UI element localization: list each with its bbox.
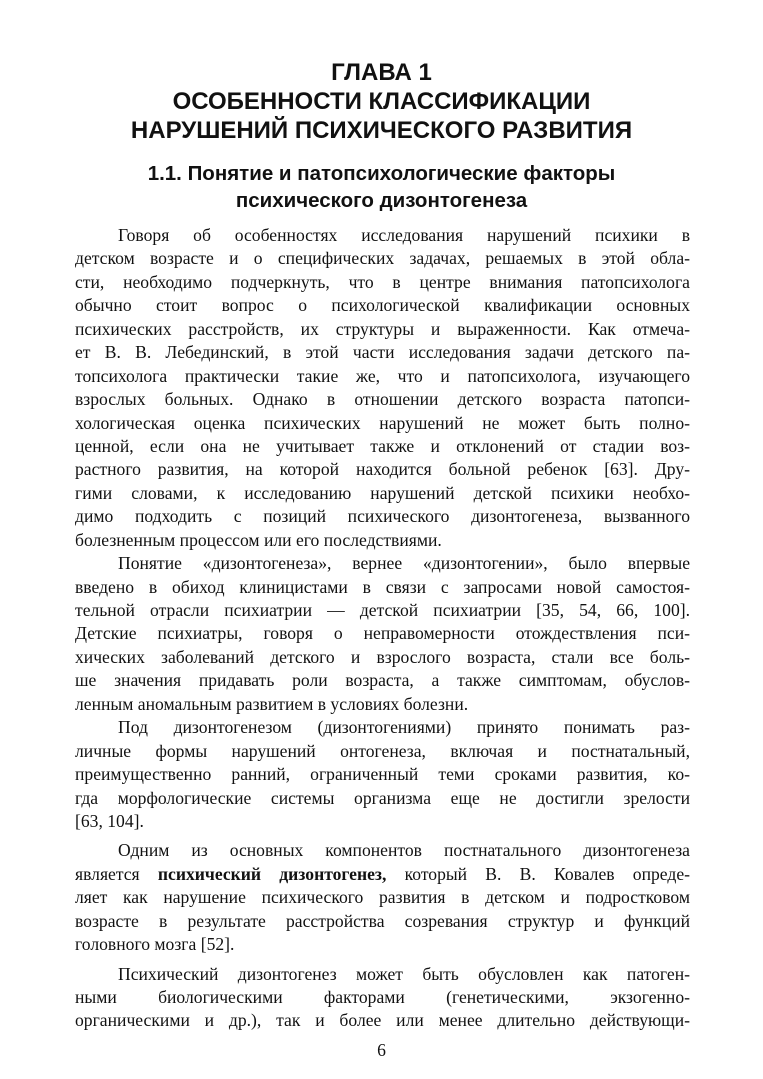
- text-line: ными биологическими факторами (генетическими, экзогенно-: [75, 987, 690, 1007]
- text-line: растного развития, на которой находится больной ребенок [63]. Дру-: [75, 459, 690, 480]
- text-line: Одним из основных компонентов постнатального дизонтогенеза: [118, 840, 690, 861]
- text-fragment: является: [75, 863, 158, 884]
- text-line: димо подходить с позиций психического дизонтогенеза, вызванного: [75, 506, 690, 527]
- chapter-heading: [0, 58, 763, 145]
- text-line: [63, 104].: [75, 810, 144, 831]
- text-line: тельной отрасли психиатрии — детской психиатрии [35, 54, 66, 100].: [75, 600, 690, 620]
- bold-term: психический дизонтогенез,: [157, 863, 387, 884]
- chapter-number: ГЛАВА 1: [331, 59, 432, 86]
- text-line: Психический дизонтогенез может быть обусловлен как патоген-: [118, 963, 690, 984]
- text-line: психических расстройств, их структуры и выраженности. Как отмеча-: [75, 318, 690, 339]
- page-number: 6: [377, 1040, 386, 1060]
- body-text: [75, 224, 690, 1033]
- text-line: гда морфологические системы организма еще не достигли зрелости: [75, 787, 690, 808]
- text-line: обычно стоит вопрос о психологической квалификации основных: [75, 295, 690, 316]
- text-line: хологическая оценка психических нарушений не может быть полно-: [75, 412, 690, 433]
- chapter-title-line-1: ОСОБЕННОСТИ КЛАССИФИКАЦИИ: [172, 88, 591, 115]
- text-line: детском возрасте и о специфических задачах, решаемых в этой обла-: [75, 248, 690, 269]
- text-line: хических заболеваний детского и взрослого возраста, стали все боль-: [75, 646, 690, 667]
- chapter-title-line-2: НАРУШЕНИЙ ПСИХИЧЕСКОГО РАЗВИТИЯ: [130, 117, 633, 144]
- text-line: топсихолога практически такие же, что и патопсихолога, изучающего: [75, 365, 690, 386]
- text-line: болезненным процессом или его последствиями.: [75, 529, 442, 550]
- text-fragment: который В. В. Ковалев опреде-: [386, 863, 690, 884]
- text-line: Под дизонтогенезом (дизонтогениями) принято понимать раз-: [118, 717, 690, 738]
- text-line: Говоря об особенностях исследования нарушений психики в: [118, 225, 690, 245]
- section-title-line-2: психического дизонтогенеза: [235, 189, 528, 212]
- text-line: Понятие «дизонтогенеза», вернее «дизонтогении», было впервые: [118, 553, 690, 574]
- text-line: личные формы нарушений онтогенеза, включая и постнатальный,: [75, 740, 690, 761]
- paragraph-2: [75, 552, 690, 716]
- text-line: ше значения придавать роли возраста, а также симптомам, обуслов-: [75, 670, 690, 691]
- paragraph-4: [75, 839, 690, 956]
- text-line: преимущественно ранний, ограниченный теми сроками развития, ко-: [75, 764, 690, 785]
- text-line: ляет как нарушение психического развития в детском и подростковом: [75, 887, 690, 908]
- text-line: введено в обиход клиницистами в связи с запросами новой самостоя-: [75, 576, 690, 597]
- paragraph-1: [75, 224, 690, 552]
- text-line: ленным аномальным развитием в условиях болезни.: [75, 693, 469, 714]
- text-line: возрасте в результате расстройства созревания структур и функций: [75, 910, 690, 931]
- text-line: головного мозга [52].: [75, 934, 235, 955]
- paragraph-3: [75, 716, 690, 833]
- text-line: [75, 863, 690, 886]
- text-line: взрослых больных. Однако в отношении детского возраста патопси-: [75, 389, 690, 410]
- text-line: ет В. В. Лебединский, в этой части исследования задачи детского па-: [75, 342, 690, 363]
- section-heading: [0, 160, 763, 214]
- paragraph-5: [75, 963, 690, 1033]
- section-title-line-1: 1.1. Понятие и патопсихологические факторы: [147, 162, 616, 185]
- text-line: ценной, если она не учитывает также и отклонений от стадии воз-: [75, 435, 690, 456]
- text-line: гими словами, к исследованию нарушений детской психики необхо-: [75, 482, 690, 503]
- text-line: органическими и др.), так и более или менее длительно действующи-: [75, 1010, 690, 1031]
- text-line: Детские психиатры, говоря о неправомерности отождествления пси-: [75, 623, 690, 644]
- text-line: сти, необходимо подчеркнуть, что в центре внимания патопсихолога: [75, 271, 690, 292]
